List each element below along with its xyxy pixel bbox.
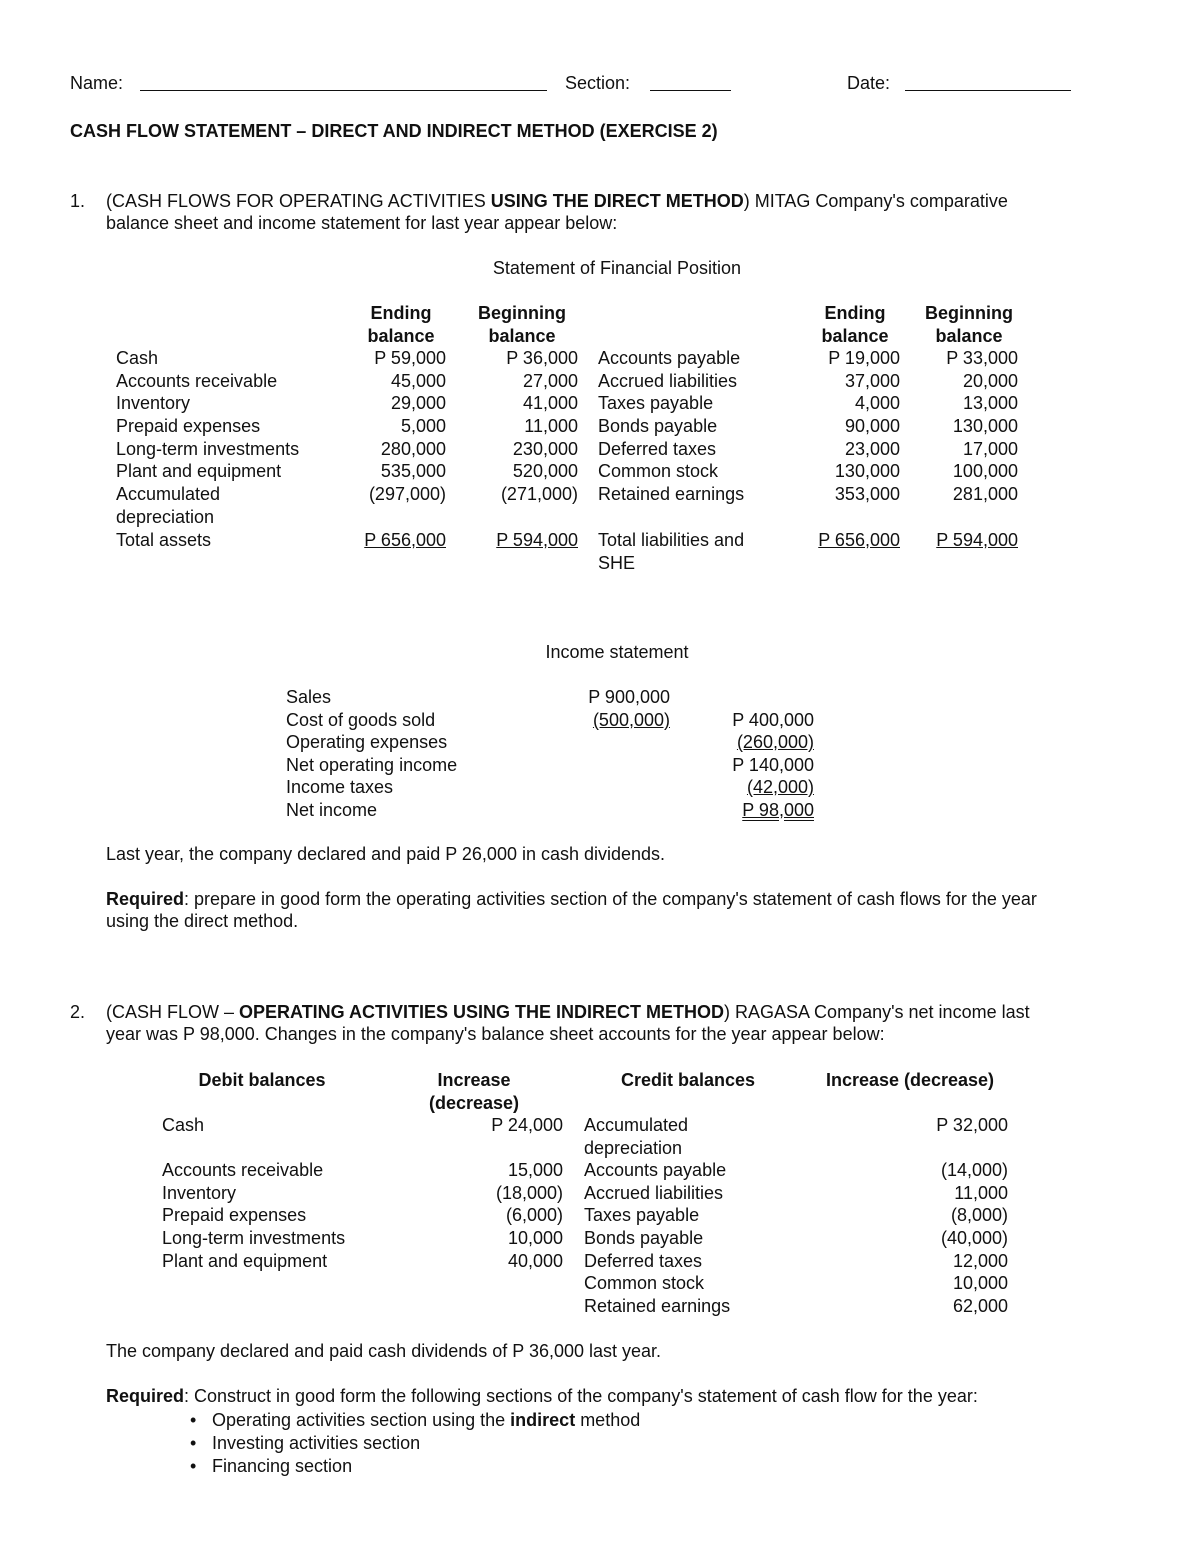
- liability-label: Taxes payable: [598, 393, 714, 413]
- credit-label: Accrued liabilities: [584, 1183, 724, 1203]
- column-header-beginning: Beginning balance: [925, 303, 1013, 346]
- dividends-note-1: Last year, the company declared and paid P 26,000 in cash dividends.: [106, 844, 666, 864]
- text: Operating activities section using the: [212, 1410, 511, 1430]
- debit-change: 10,000: [507, 1228, 563, 1248]
- asset-label: Accounts receivable: [116, 371, 278, 391]
- total-liabilities-ending: P 656,000: [818, 530, 900, 550]
- required-1: [106, 888, 1037, 911]
- liability-beginning: 17,000: [962, 439, 1018, 459]
- text: method: [575, 1410, 641, 1430]
- text: Financing section: [212, 1456, 353, 1476]
- credit-change: (8,000): [950, 1205, 1008, 1225]
- section-field[interactable]: [650, 90, 731, 91]
- credit-label: Common stock: [584, 1273, 705, 1293]
- debit-label: Accounts receivable: [162, 1160, 324, 1180]
- liability-beginning: P 33,000: [946, 348, 1018, 368]
- debit-label: Long-term investments: [162, 1228, 346, 1248]
- question-2-text: [106, 1001, 1030, 1024]
- income-amount-1: (500,000): [592, 710, 670, 730]
- credit-change: P 32,000: [936, 1115, 1008, 1135]
- required-bullet: [212, 1409, 640, 1432]
- liability-beginning: 13,000: [962, 393, 1018, 413]
- asset-ending: 29,000: [390, 393, 446, 413]
- required-1-cont: using the direct method.: [106, 911, 299, 931]
- header-credit-balances: Credit balances: [620, 1070, 756, 1090]
- asset-label: Long-term investments: [116, 439, 300, 459]
- liability-ending: 37,000: [844, 371, 900, 391]
- income-label: Net operating income: [286, 755, 458, 775]
- credit-change: 12,000: [952, 1251, 1008, 1271]
- asset-ending: P 59,000: [374, 348, 446, 368]
- text: ) MITAG Company's comparative: [743, 191, 1008, 211]
- date-label: Date:: [847, 73, 891, 93]
- bullet-icon: •: [190, 1410, 197, 1430]
- question-number: 1.: [70, 191, 86, 211]
- liability-ending: 4,000: [854, 393, 900, 413]
- asset-ending: 280,000: [380, 439, 446, 459]
- bold-text: indirect: [510, 1410, 576, 1430]
- text: Investing activities section: [212, 1433, 421, 1453]
- liability-beginning: 20,000: [962, 371, 1018, 391]
- total-assets-label: Total assets: [116, 530, 212, 550]
- liability-ending: 90,000: [844, 416, 900, 436]
- required-2: [106, 1385, 978, 1408]
- income-label: Income taxes: [286, 777, 394, 797]
- credit-change: 10,000: [952, 1273, 1008, 1293]
- bullet-icon: •: [190, 1433, 197, 1453]
- liability-ending: 353,000: [834, 484, 900, 504]
- bold-text: Required: [106, 889, 185, 909]
- credit-change: (40,000): [940, 1228, 1008, 1248]
- debit-change: 15,000: [507, 1160, 563, 1180]
- section-label: Section:: [565, 73, 631, 93]
- asset-label: Accumulated depreciation: [116, 484, 221, 527]
- liability-ending: 130,000: [834, 461, 900, 481]
- debit-change: 40,000: [507, 1251, 563, 1271]
- asset-beginning: 520,000: [512, 461, 578, 481]
- text: : Construct in good form the following sections of the company's statement of cash flow for the year:: [184, 1386, 978, 1406]
- asset-label: Prepaid expenses: [116, 416, 261, 436]
- liability-beginning: 281,000: [952, 484, 1018, 504]
- text: (CASH FLOW –: [106, 1002, 240, 1022]
- column-header-ending: Ending balance: [821, 303, 889, 346]
- credit-label: Retained earnings: [584, 1296, 731, 1316]
- total-liabilities-label: Total liabilities and SHE: [598, 530, 745, 573]
- text: : prepare in good form the operating activities section of the company's statement of cash flows for the year: [184, 889, 1037, 909]
- sfp-title: Statement of Financial Position: [492, 258, 742, 278]
- credit-change: (14,000): [940, 1160, 1008, 1180]
- liability-label: Deferred taxes: [598, 439, 717, 459]
- credit-change: 11,000: [954, 1183, 1008, 1203]
- debit-label: Plant and equipment: [162, 1251, 328, 1271]
- credit-label: Taxes payable: [584, 1205, 700, 1225]
- total-assets-ending: P 656,000: [364, 530, 446, 550]
- header-increase-decrease-1: Increase (decrease): [428, 1070, 520, 1113]
- income-label: Cost of goods sold: [286, 710, 436, 730]
- bold-text: OPERATING ACTIVITIES USING THE INDIRECT METHOD: [239, 1002, 725, 1022]
- asset-beginning: P 36,000: [506, 348, 578, 368]
- bold-text: USING THE DIRECT METHOD: [490, 191, 744, 211]
- income-amount-2: P 400,000: [732, 710, 814, 730]
- column-header-ending: Ending balance: [367, 303, 435, 346]
- asset-beginning: 27,000: [522, 371, 578, 391]
- column-header-beginning: Beginning balance: [478, 303, 566, 346]
- question-1-text: [106, 190, 1008, 213]
- required-bullet: [212, 1432, 420, 1455]
- asset-beginning: 41,000: [522, 393, 578, 413]
- required-bullet: [212, 1455, 352, 1478]
- liability-beginning: 100,000: [952, 461, 1018, 481]
- asset-ending: 535,000: [380, 461, 446, 481]
- debit-change: (6,000): [505, 1205, 563, 1225]
- bullet-icon: •: [190, 1456, 197, 1476]
- liability-label: Bonds payable: [598, 416, 718, 436]
- income-amount-2: (42,000): [746, 777, 814, 797]
- debit-change: (18,000): [495, 1183, 563, 1203]
- asset-beginning: 230,000: [512, 439, 578, 459]
- debit-change: P 24,000: [491, 1115, 563, 1135]
- liability-label: Common stock: [598, 461, 719, 481]
- text: ) RAGASA Company's net income last: [724, 1002, 1030, 1022]
- income-label: Net income: [286, 800, 378, 820]
- income-statement-title: Income statement: [545, 642, 689, 662]
- liability-label: Accrued liabilities: [598, 371, 738, 391]
- question-1-text: [106, 212, 617, 235]
- question-number: 2.: [70, 1002, 86, 1022]
- income-label: Sales: [286, 687, 332, 707]
- credit-label: Accumulated depreciation: [584, 1115, 689, 1158]
- dividends-note-2: The company declared and paid cash dividends of P 36,000 last year.: [106, 1341, 662, 1361]
- asset-label: Cash: [116, 348, 159, 368]
- date-field[interactable]: [905, 90, 1071, 91]
- name-field[interactable]: [140, 90, 547, 91]
- total-assets-beginning: P 594,000: [496, 530, 578, 550]
- income-label: Operating expenses: [286, 732, 448, 752]
- income-amount-2: P 98,000: [742, 800, 814, 820]
- liability-ending: 23,000: [844, 439, 900, 459]
- bold-text: Required: [106, 1386, 185, 1406]
- income-amount-1: P 900,000: [588, 687, 670, 707]
- asset-label: Inventory: [116, 393, 191, 413]
- liability-label: Accounts payable: [598, 348, 741, 368]
- credit-change: 62,000: [952, 1296, 1008, 1316]
- text: balance sheet and income statement for last year appear below:: [106, 213, 618, 233]
- asset-beginning: (271,000): [500, 484, 578, 504]
- credit-label: Deferred taxes: [584, 1251, 703, 1271]
- income-amount-2: (260,000): [736, 732, 814, 752]
- credit-label: Bonds payable: [584, 1228, 704, 1248]
- debit-label: Inventory: [162, 1183, 237, 1203]
- header-debit-balances: Debit balances: [198, 1070, 326, 1090]
- document-title: CASH FLOW STATEMENT – DIRECT AND INDIRECT METHOD (EXERCISE 2): [70, 121, 718, 141]
- header-increase-decrease-2: Increase (decrease): [825, 1070, 995, 1090]
- income-amount-2: P 140,000: [732, 755, 814, 775]
- text: (CASH FLOWS FOR OPERATING ACTIVITIES: [106, 191, 491, 211]
- name-label: Name:: [70, 73, 124, 93]
- asset-label: Plant and equipment: [116, 461, 282, 481]
- asset-ending: (297,000): [368, 484, 446, 504]
- debit-label: Prepaid expenses: [162, 1205, 307, 1225]
- asset-ending: 45,000: [390, 371, 446, 391]
- question-2-text: [106, 1023, 885, 1046]
- credit-label: Accounts payable: [584, 1160, 727, 1180]
- liability-label: Retained earnings: [598, 484, 745, 504]
- liability-ending: P 19,000: [828, 348, 900, 368]
- debit-label: Cash: [162, 1115, 205, 1135]
- asset-beginning: 11,000: [524, 416, 578, 436]
- liability-beginning: 130,000: [952, 416, 1018, 436]
- total-liabilities-beginning: P 594,000: [936, 530, 1018, 550]
- text: year was P 98,000. Changes in the company's balance sheet accounts for the year appear below:: [106, 1024, 885, 1044]
- asset-ending: 5,000: [400, 416, 446, 436]
